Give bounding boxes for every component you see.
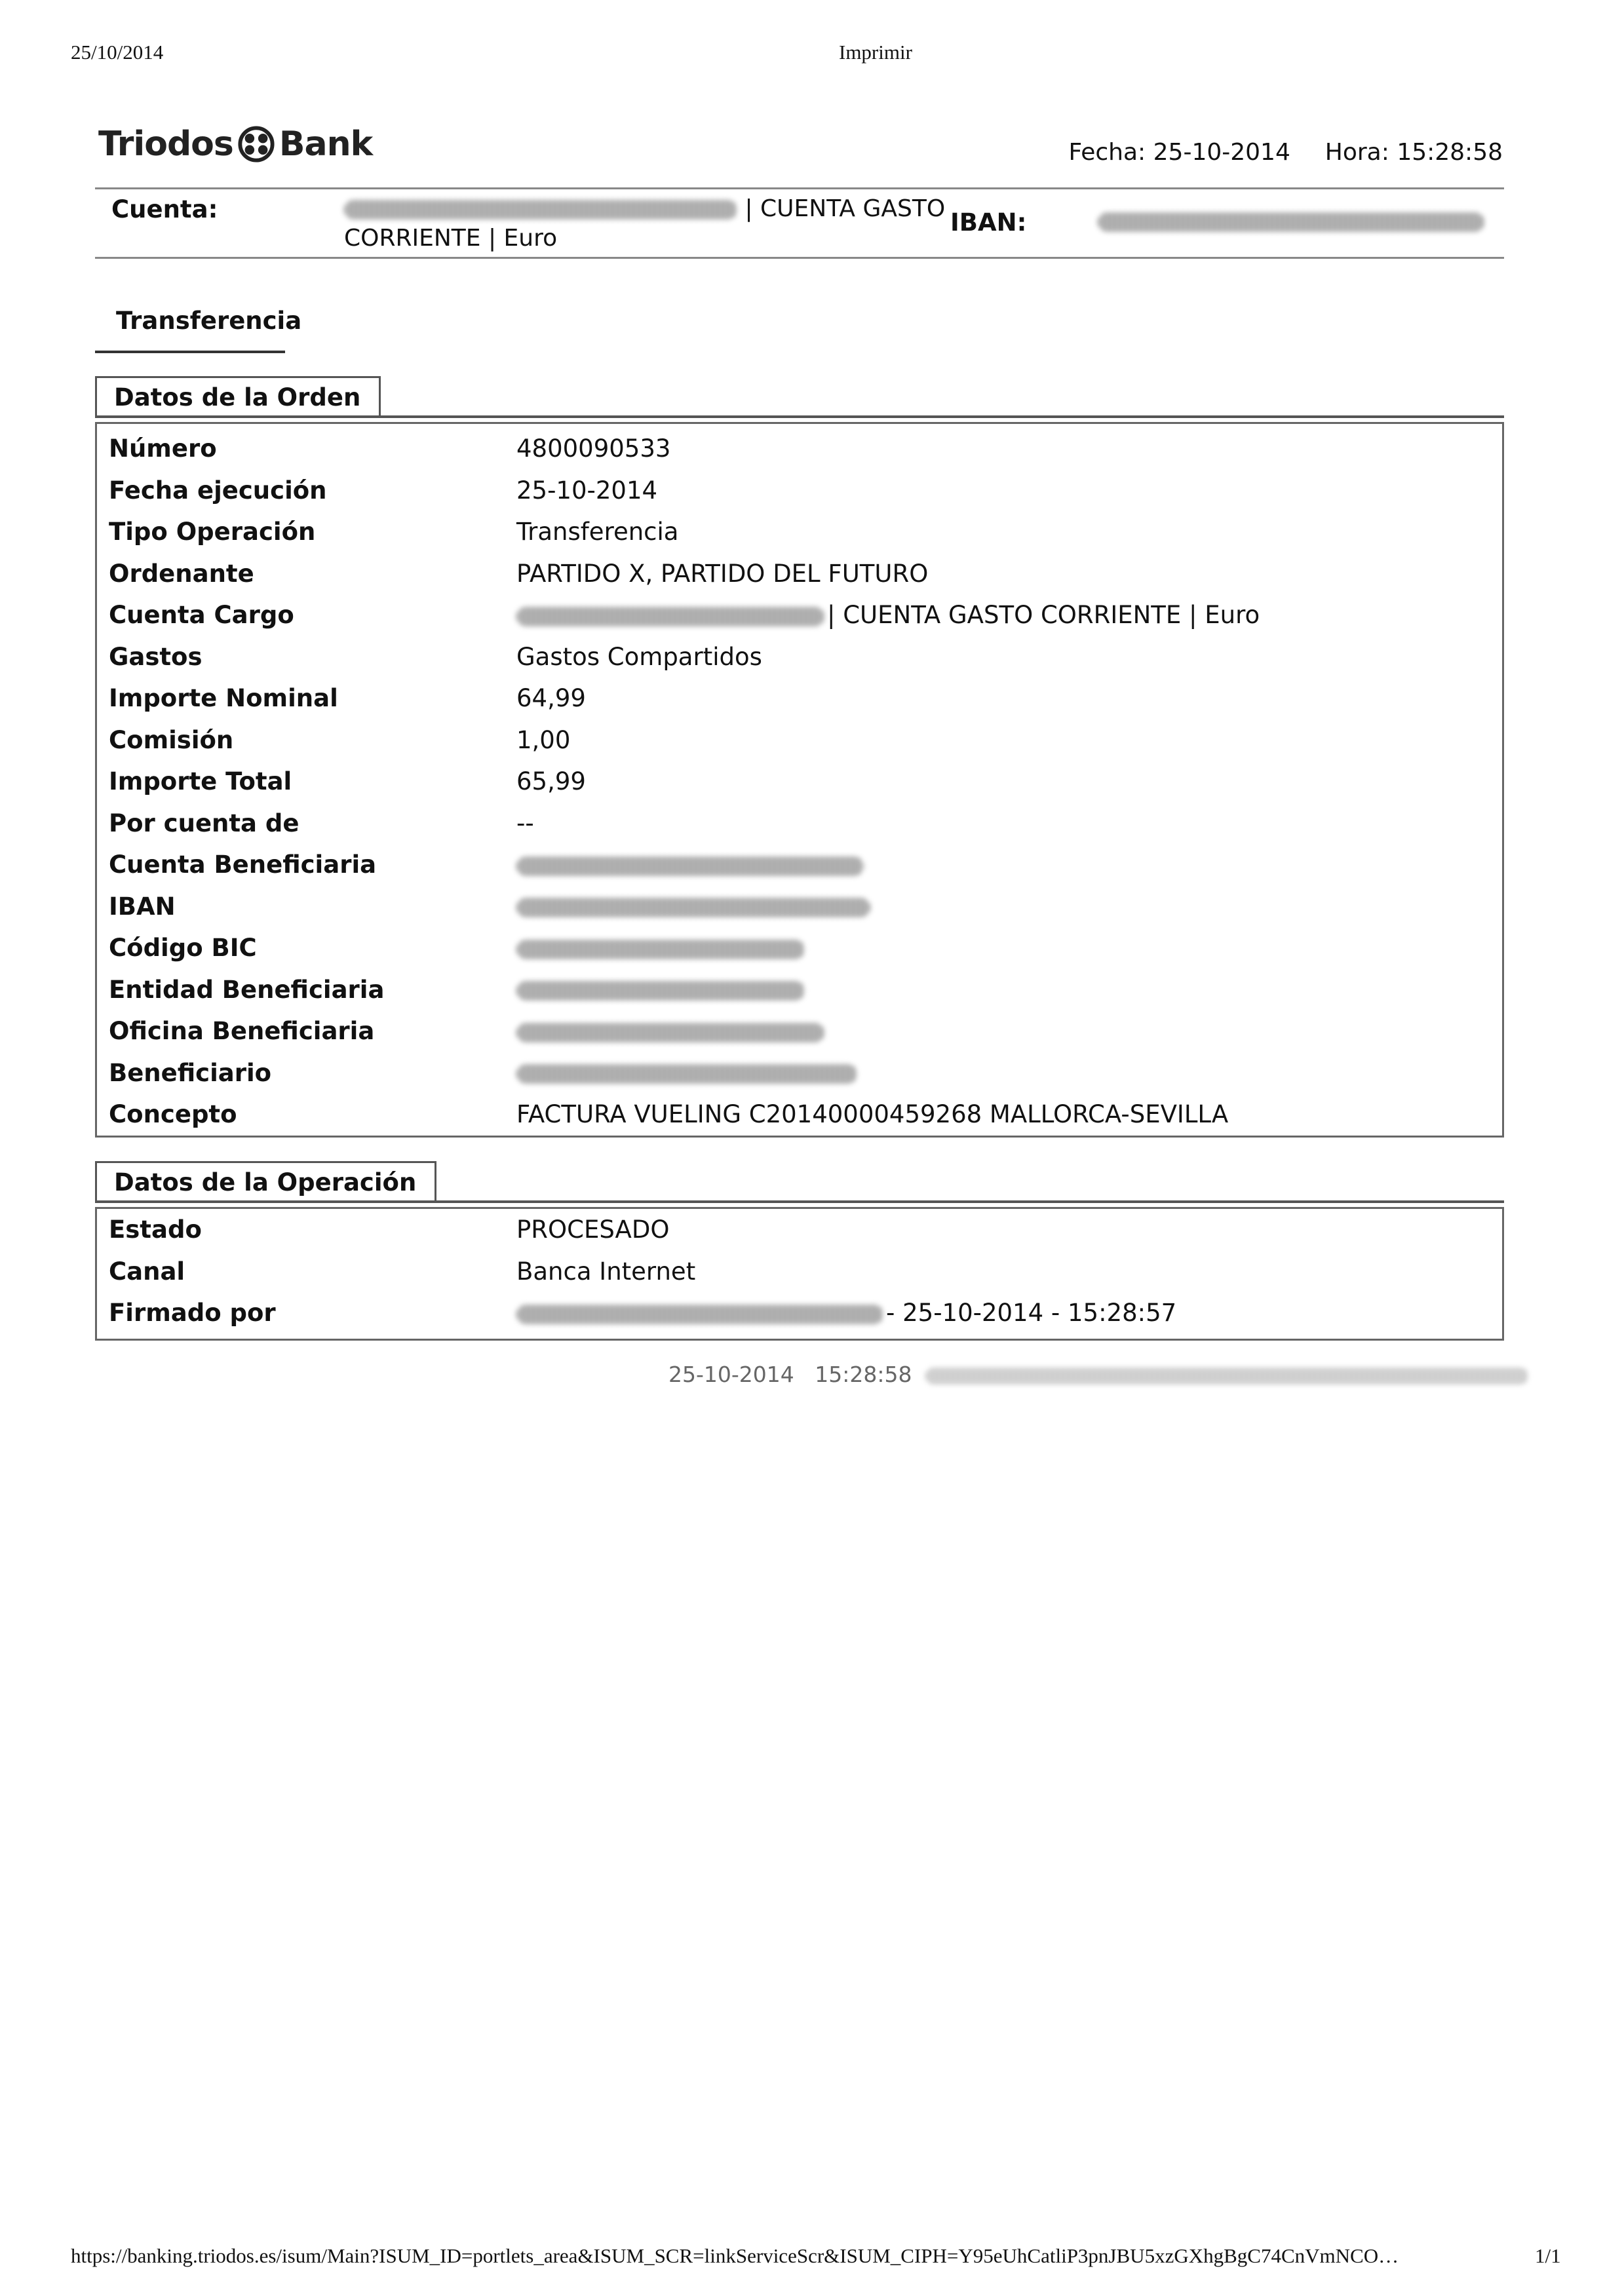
iban-label: IBAN: — [950, 208, 1027, 237]
cuenta-label: Cuenta: — [111, 195, 218, 223]
redacted-value — [516, 856, 864, 876]
redacted-account-number — [344, 200, 737, 220]
row-value — [516, 678, 586, 719]
row-value — [516, 803, 534, 844]
table-row — [109, 1052, 1502, 1094]
table-row — [109, 470, 1502, 511]
redacted-value — [516, 898, 870, 917]
table-row — [109, 803, 1502, 844]
table-row — [109, 553, 1502, 594]
row-label: Canal — [109, 1257, 185, 1286]
row-value — [516, 428, 670, 469]
row-label: Estado — [109, 1215, 202, 1244]
row-value-text: Transferencia — [516, 518, 679, 546]
row-value-text: 25-10-2014 — [516, 476, 658, 505]
section-rule-operacion — [95, 1200, 1504, 1203]
row-label: Cuenta Beneficiaria — [109, 851, 377, 879]
row-value — [516, 844, 866, 885]
hora-value: 15:28:58 — [1397, 139, 1503, 166]
redacted-stamp-signer — [925, 1368, 1528, 1385]
row-label: IBAN — [109, 892, 176, 921]
table-row — [109, 511, 1502, 552]
tab-transferencia[interactable]: Transferencia — [116, 307, 302, 335]
row-value — [516, 1292, 1176, 1333]
row-label: Importe Nominal — [109, 684, 338, 712]
table-row — [109, 636, 1502, 678]
row-value — [516, 1094, 1228, 1135]
row-value — [516, 1010, 827, 1052]
row-value-text: 65,99 — [516, 767, 586, 795]
row-value-text: Gastos Compartidos — [516, 642, 762, 671]
row-value — [516, 470, 657, 511]
redacted-value — [516, 1023, 824, 1043]
row-label: Por cuenta de — [109, 809, 300, 837]
bank-name-left: Triodos — [98, 124, 233, 164]
table-row — [109, 428, 1502, 469]
fecha-label: Fecha: — [1068, 139, 1146, 166]
table-row — [109, 594, 1502, 636]
row-label: Comisión — [109, 725, 234, 754]
row-value-text: -- — [516, 809, 534, 837]
row-value — [516, 511, 678, 552]
account-bar — [95, 189, 1504, 257]
iban-value — [1098, 212, 1484, 232]
row-label: Gastos — [109, 642, 203, 671]
row-value — [516, 886, 873, 927]
row-label: Tipo Operación — [109, 518, 316, 546]
row-value — [516, 969, 807, 1010]
row-value-text: 64,99 — [516, 684, 586, 712]
redacted-value — [516, 1064, 857, 1084]
row-label: Código BIC — [109, 934, 257, 962]
row-value-text: PARTIDO X, PARTIDO DEL FUTURO — [516, 559, 929, 588]
cuenta-value — [344, 194, 973, 253]
section-title-orden: Datos de la Orden — [95, 376, 381, 417]
row-label: Ordenante — [109, 559, 254, 588]
table-row — [109, 1010, 1502, 1052]
row-label: Beneficiario — [109, 1058, 272, 1087]
row-value — [516, 594, 1260, 636]
table-row — [109, 1094, 1502, 1135]
print-stamp — [668, 1362, 1528, 1387]
row-value — [516, 553, 928, 594]
table-row — [109, 927, 1502, 968]
stamp-time: 15:28:58 — [815, 1362, 912, 1387]
row-value-text: | CUENTA GASTO CORRIENTE | Euro — [827, 601, 1260, 629]
operacion-table — [95, 1207, 1504, 1341]
table-row — [109, 1251, 1502, 1292]
row-value-text: Banca Internet — [516, 1257, 696, 1286]
section-title-operacion: Datos de la Operación — [95, 1161, 436, 1202]
row-value — [516, 927, 807, 968]
cuenta-suffix-line2: CORRIENTE | Euro — [344, 225, 558, 252]
section-rule-orden — [95, 415, 1504, 418]
print-date: 25/10/2014 — [71, 41, 164, 64]
hora-label: Hora: — [1324, 139, 1389, 166]
row-value — [516, 761, 586, 802]
table-row — [109, 678, 1502, 719]
redacted-value — [516, 940, 805, 959]
table-row — [109, 1292, 1502, 1333]
table-row — [109, 761, 1502, 802]
table-row — [109, 844, 1502, 885]
row-value — [516, 1052, 860, 1094]
cuenta-suffix-line1: | CUENTA GASTO — [744, 195, 946, 222]
tab-underline — [95, 351, 285, 353]
row-label: Entidad Beneficiaria — [109, 975, 385, 1004]
row-label: Importe Total — [109, 767, 292, 795]
row-label: Fecha ejecución — [109, 476, 327, 505]
redacted-value — [516, 607, 824, 626]
row-value-text: FACTURA VUELING C20140000459268 MALLORCA-SEVILLA — [516, 1100, 1229, 1128]
print-page-number: 1/1 — [1535, 2244, 1561, 2267]
table-row — [109, 969, 1502, 1010]
row-label: Número — [109, 434, 217, 463]
row-value-text: 4800090533 — [516, 434, 671, 463]
table-row — [109, 886, 1502, 927]
account-bar-bottom-rule — [95, 257, 1504, 259]
redacted-value — [516, 1305, 883, 1324]
row-value — [516, 719, 570, 761]
stamp-date: 25-10-2014 — [668, 1362, 794, 1387]
header-datetime — [1069, 139, 1503, 166]
redacted-iban — [1098, 212, 1484, 232]
row-label: Firmado por — [109, 1299, 276, 1327]
row-label: Concepto — [109, 1100, 237, 1128]
row-label: Cuenta Cargo — [109, 601, 294, 629]
triodos-emblem-icon — [237, 125, 275, 163]
print-title: Imprimir — [839, 41, 912, 64]
fecha-value: 25-10-2014 — [1153, 139, 1290, 166]
row-value — [516, 636, 762, 678]
bank-name-right: Bank — [279, 124, 373, 164]
table-row — [109, 1209, 1502, 1250]
redacted-value — [516, 981, 805, 1001]
row-value-text: 1,00 — [516, 725, 571, 754]
row-value — [516, 1209, 669, 1250]
print-url: https://banking.triodos.es/isum/Main?ISUM_ID=portlets_area&ISUM_SCR=linkServiceScr&ISUM_CIPH=Y95eUhCatliP3pnJBU5xzGXhgBgC74CnVmNCO… — [71, 2244, 1399, 2267]
row-value-text: - 25-10-2014 - 15:28:57 — [886, 1299, 1177, 1327]
bank-logo — [98, 124, 372, 164]
row-value-text: PROCESADO — [516, 1215, 670, 1244]
orden-table — [95, 422, 1504, 1138]
row-label: Oficina Beneficiaria — [109, 1017, 375, 1045]
table-row — [109, 719, 1502, 761]
row-value — [516, 1251, 695, 1292]
